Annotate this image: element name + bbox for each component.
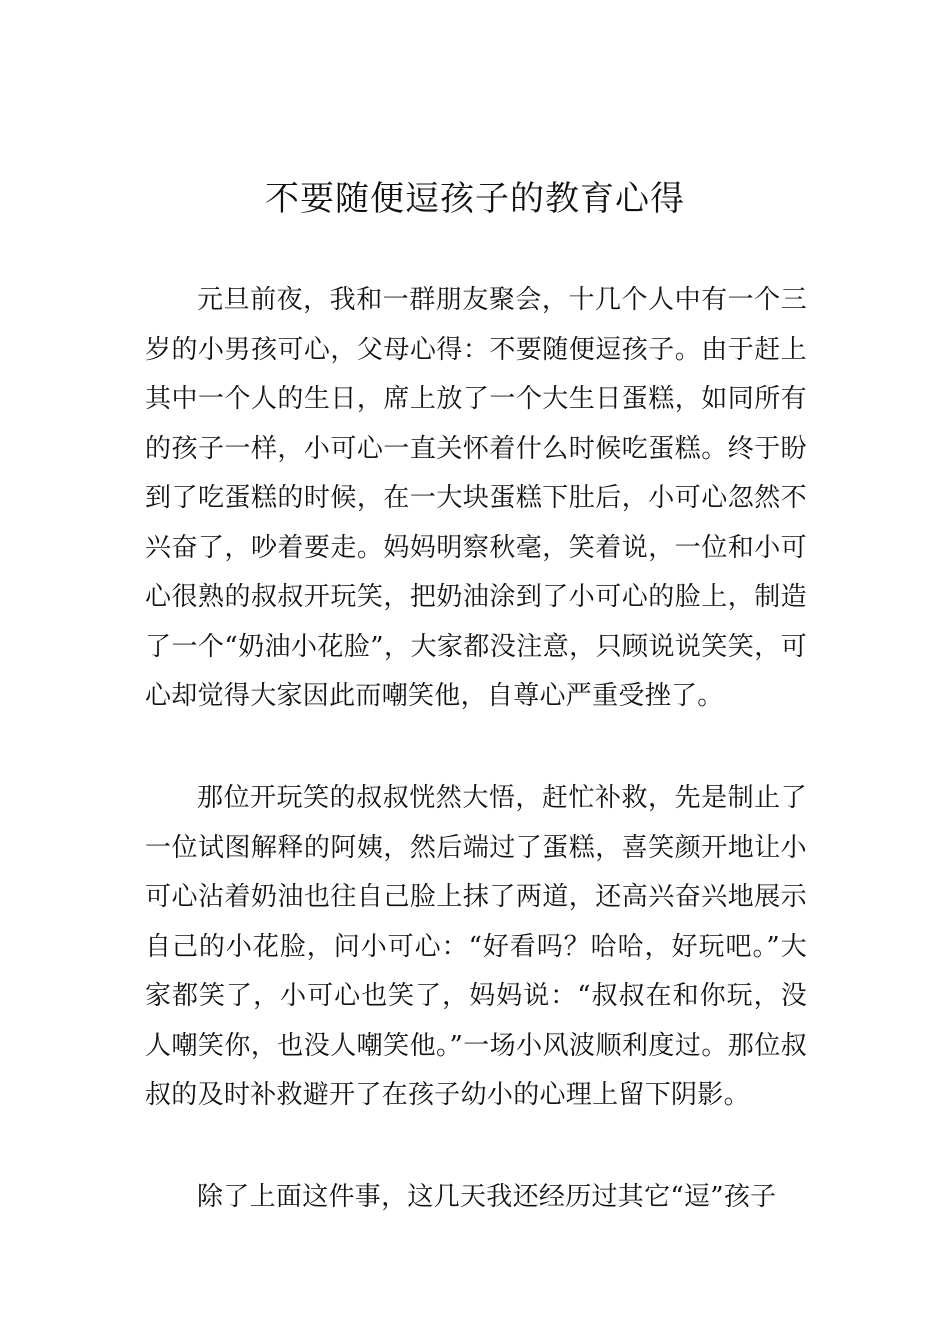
paragraph-2: 那位开玩笑的叔叔恍然大悟，赶忙补救，先是制止了一位试图解释的阿姨，然后端过了蛋糕，喜笑颜开地让小可心沾着奶油也往自己脸上抹了两道，还高兴奋兴地展示自己的小花脸，问小可心：“好看吗？哈哈，好玩吧。”大家都笑了，小可心也笑了，妈妈说：“叔叔在和你玩，没人嘲笑你，也没人嘲笑他。”一场小风波顺利度过。那位叔叔的及时补救避开了在孩子幼小的心理上留下阴影。	[145, 783, 807, 1110]
paragraph-1: 元旦前夜，我和一群朋友聚会，十几个人中有一个三岁的小男孩可心，父母心得：不要随便逗孩子。由于赶上其中一个人的生日，席上放了一个大生日蛋糕，如同所有的孩子一样，小可心一直关怀着什么时候吃蛋糕。终于盼到了吃蛋糕的时候，在一大块蛋糕下肚后，小可心忽然不兴奋了，吵着要走。妈妈明察秋毫，笑着说，一位和小可心很熟的叔叔开玩笑，把奶油涂到了小可心的脸上，制造了一个“奶油小花脸”，大家都没注意，只顾说说笑笑，可心却觉得大家因此而嘲笑他，自尊心严重受挫了。	[145, 285, 807, 711]
paragraph-3: 除了上面这件事，这几天我还经历过其它“逗”孩子	[197, 1182, 777, 1212]
document-title: 不要随便逗孩子的教育心得	[265, 179, 685, 219]
